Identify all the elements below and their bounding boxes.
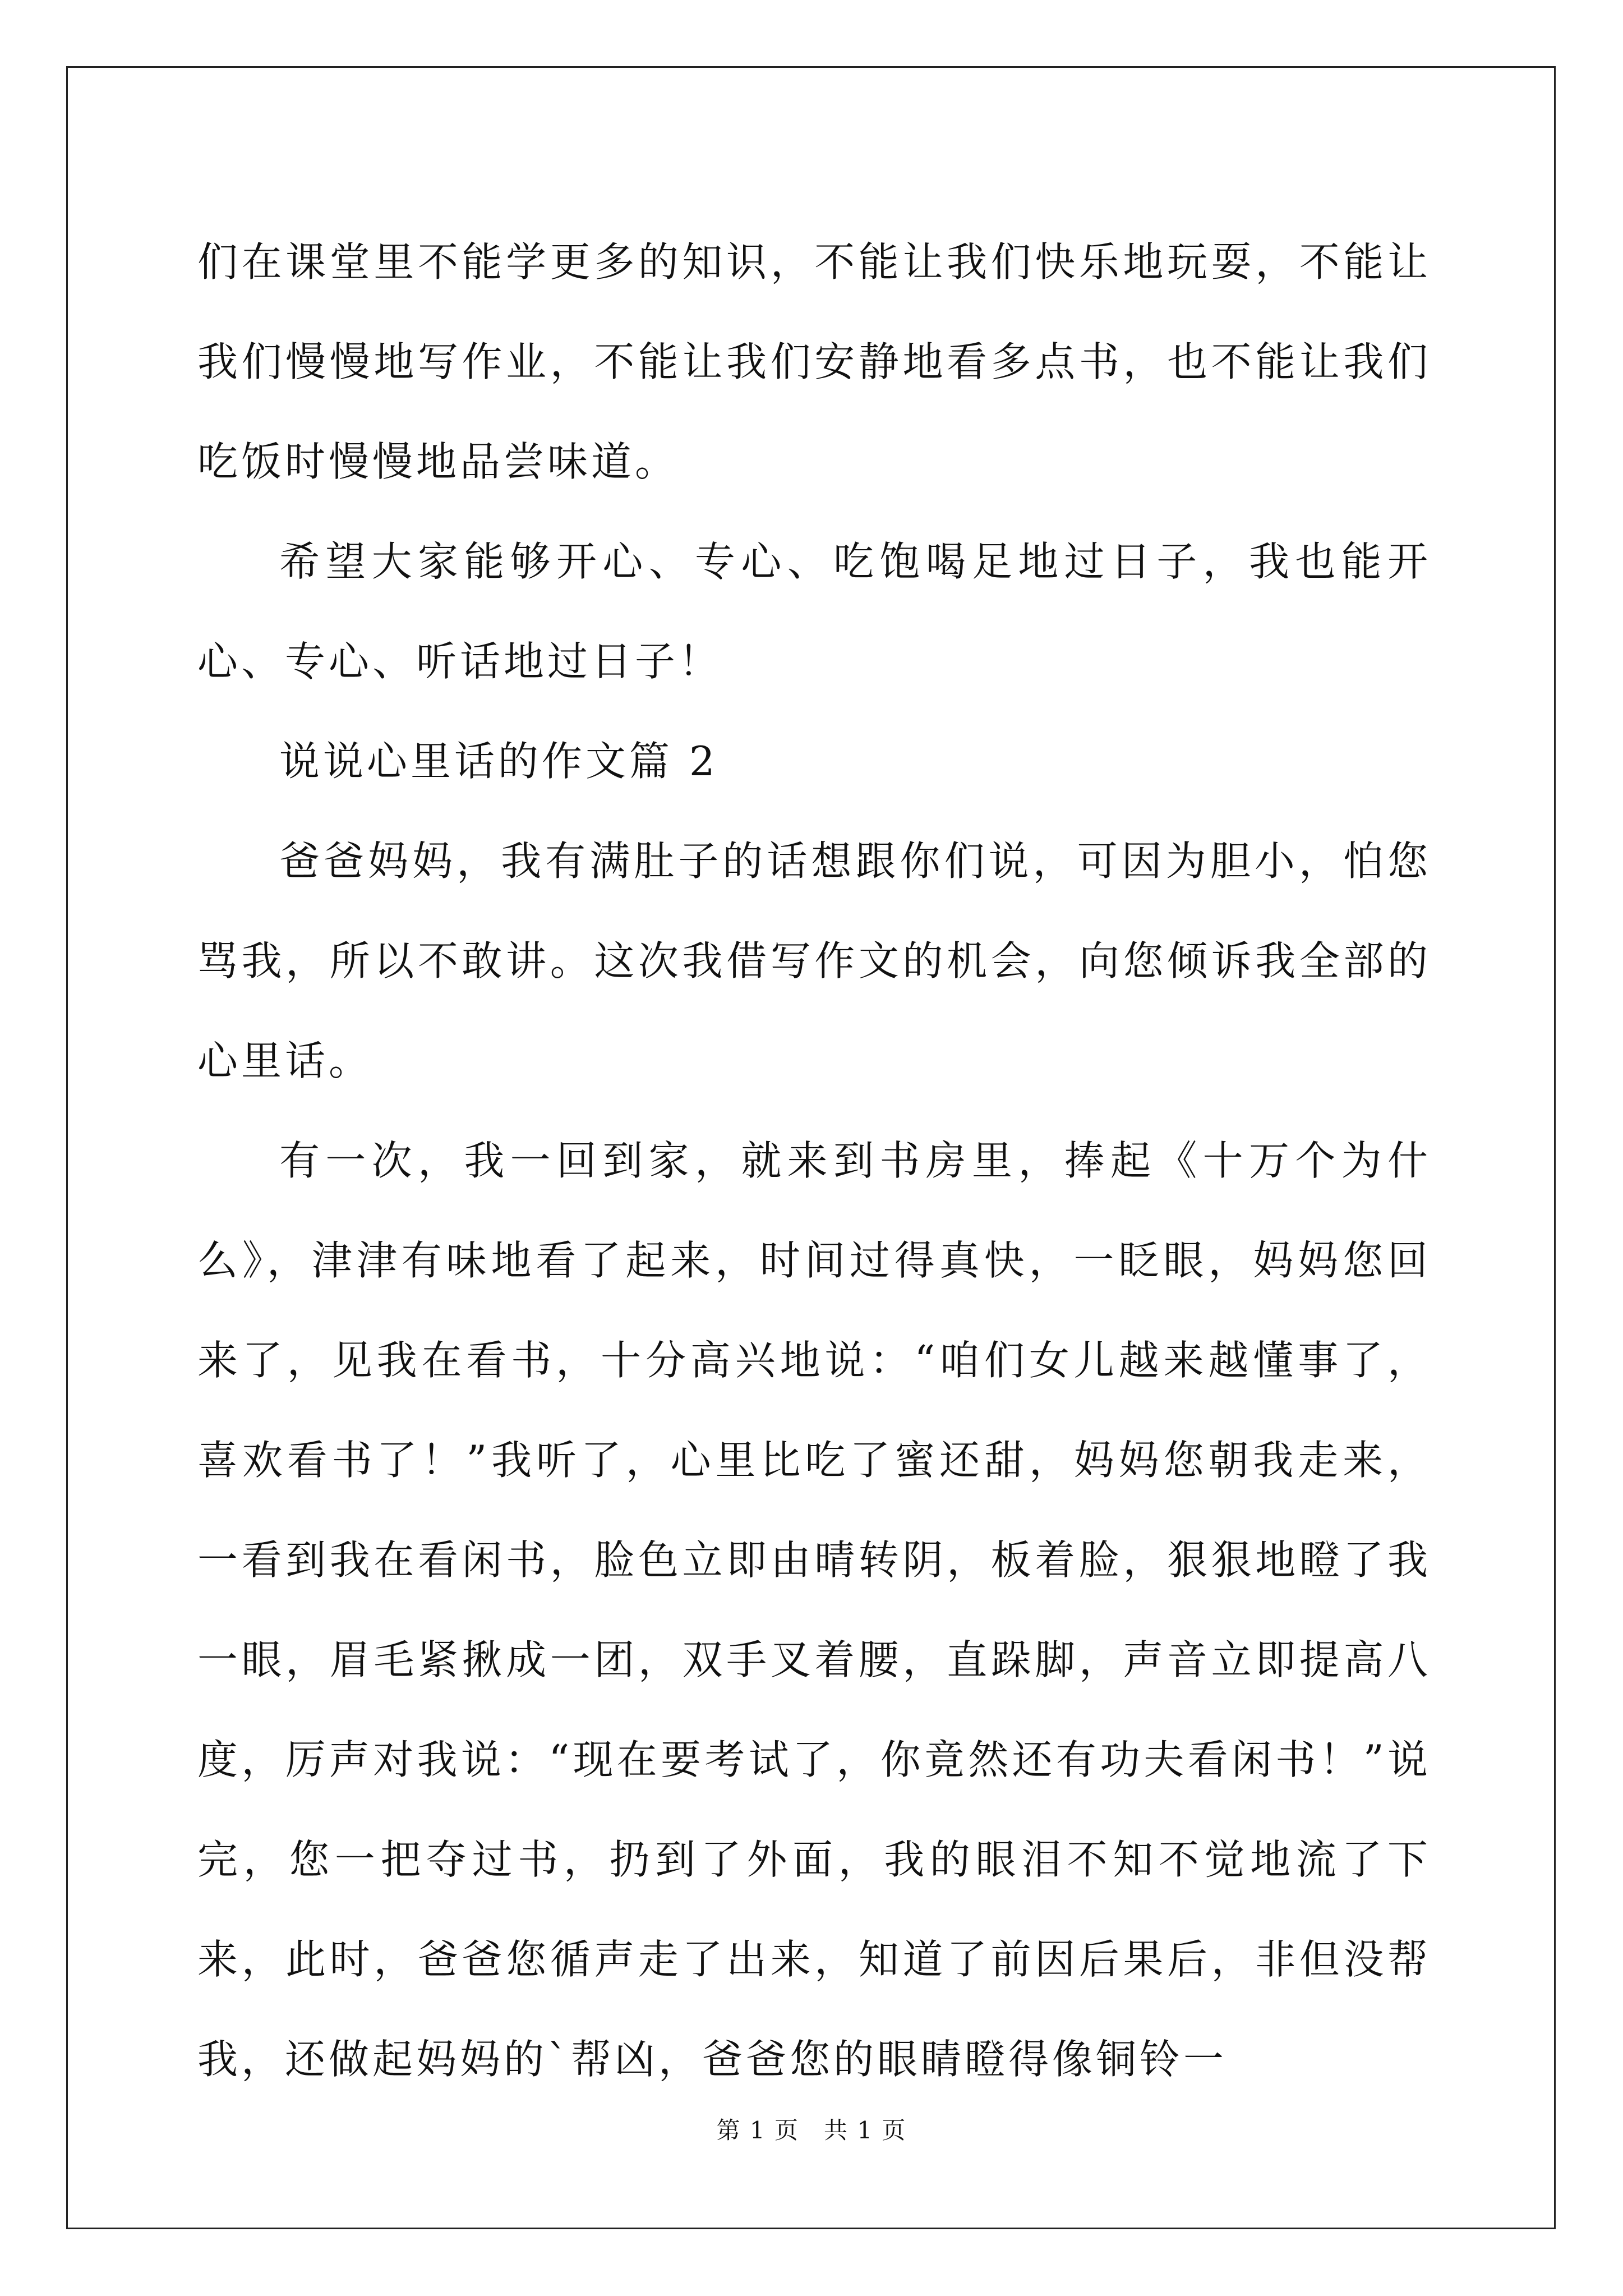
paragraph: 有一次，我一回到家，就来到书房里，捧起《十万个为什么》，津津有味地看了起来，时间过得真快，一眨眼，妈妈您回来了，见我在看书，十分高兴地说：“咱们女儿越来越懂事了，喜欢看书了！”我听了，心里比吃了蜜还甜，妈妈您朝我走来，一看到我在看闲书，脸色立即由晴转阴，板着脸，狠狠地瞪了我一眼，眉毛紧揪成一团，双手叉着腰，直跺脚，声音立即提高八度，厉声对我说：“现在要考试了，你竟然还有功夫看闲书！”说完，您一把夺过书，扔到了外面，我的眼泪不知不觉地流了下来，此时，爸爸您循声走了出来，知道了前因后果后，非但没帮我，还做起妈妈的`帮凶，爸爸您的眼睛瞪得像铜铃一 [197, 1137, 1431, 2083]
paragraph: 爸爸妈妈，我有满肚子的话想跟你们说，可因为胆小，怕您骂我，所以不敢讲。这次我借写作文的机会，向您倾诉我全部的心里话。 [197, 838, 1431, 1084]
paragraph: 希望大家能够开心、专心、吃饱喝足地过日子，我也能开心、专心、听话地过日子！ [197, 538, 1431, 685]
page-footer: 第 1 页 共 1 页 [716, 2116, 907, 2144]
section-title: 说说心里话的作文篇 2 [279, 738, 718, 785]
paragraph-continued: 们在课堂里不能学更多的知识，不能让我们快乐地玩耍，不能让我们慢慢地写作业，不能让我们安静地看多点书，也不能让我们吃饭时慢慢地品尝味道。 [197, 238, 1431, 485]
document-body [197, 212, 1431, 2109]
